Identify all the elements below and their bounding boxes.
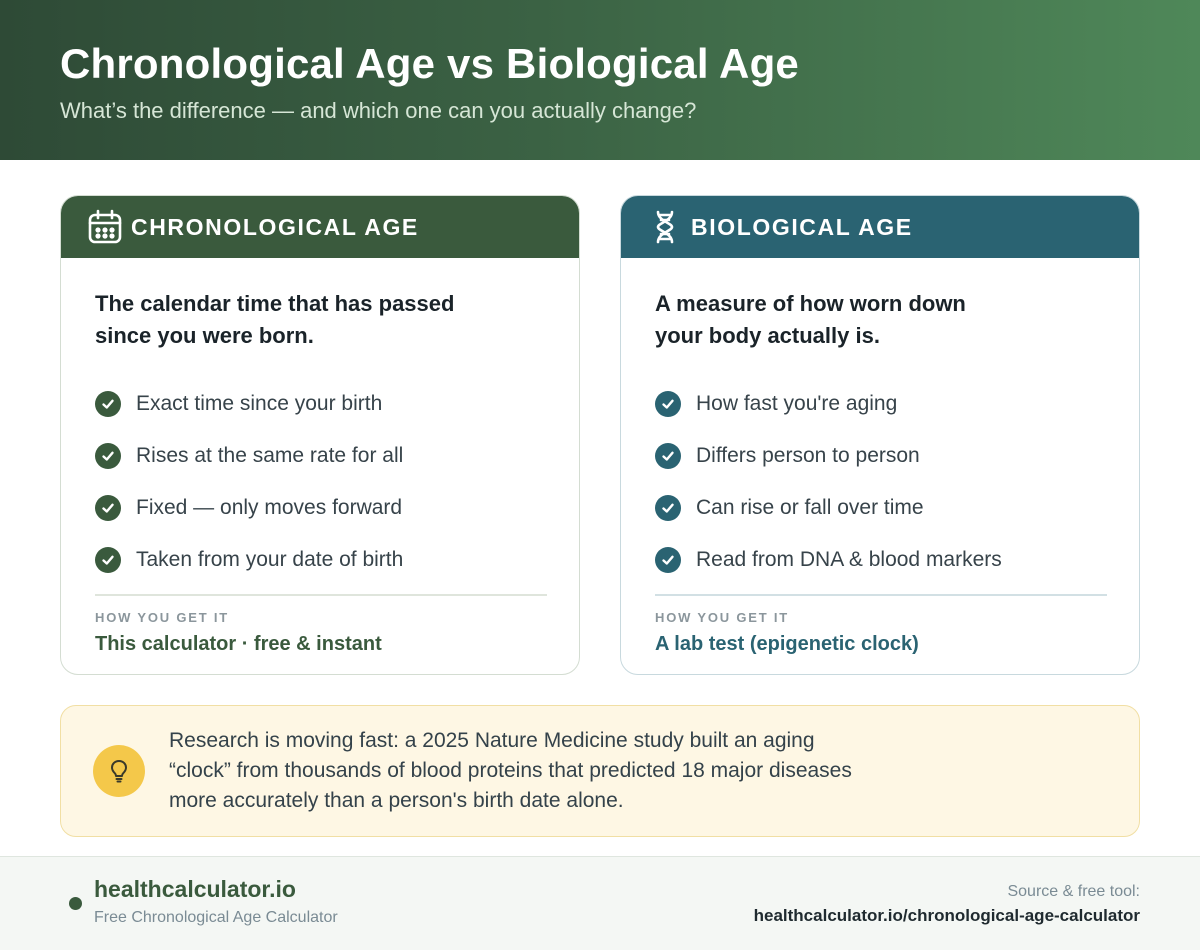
divider xyxy=(655,594,1107,596)
list-item xyxy=(655,430,1105,482)
note-text: Research is moving fast: a 2025 Nature Medicine study built an aging “clock” from thousands of blood proteins that predicted 18 major diseases more accurately than a person's birth date alone. xyxy=(169,729,852,812)
list-item-label: Fixed — only moves forward xyxy=(136,496,403,519)
check-icon xyxy=(655,443,681,469)
biological-age-card xyxy=(620,195,1140,675)
how-you-get-it-label: HOW YOU GET IT xyxy=(95,609,230,625)
brand-tagline: Free Chronological Age Calculator xyxy=(94,909,338,926)
chronological-age-card xyxy=(60,195,580,675)
list-item-label: How fast you're aging xyxy=(696,392,898,415)
check-icon xyxy=(655,391,681,417)
lightbulb-icon xyxy=(93,745,145,797)
list-item-label: Exact time since your birth xyxy=(136,392,383,415)
check-icon xyxy=(95,391,121,417)
dna-icon xyxy=(645,207,685,247)
check-icon xyxy=(95,547,121,573)
check-icon xyxy=(655,547,681,573)
list-item xyxy=(655,378,1105,430)
footer xyxy=(0,856,1200,950)
card-lead-text: A measure of how worn down your body actually is. xyxy=(655,291,966,348)
card-title: CHRONOLOGICAL AGE xyxy=(131,213,419,240)
check-icon xyxy=(655,495,681,521)
list-item-label: Can rise or fall over time xyxy=(696,496,924,519)
list-item-label: Differs person to person xyxy=(696,444,920,467)
check-icon xyxy=(95,443,121,469)
list-item xyxy=(95,430,545,482)
list-item-label: Read from DNA & blood markers xyxy=(696,548,1002,571)
list-item xyxy=(655,482,1105,534)
how-you-get-it-label: HOW YOU GET IT xyxy=(655,609,790,625)
list-item-label: Rises at the same rate for all xyxy=(136,444,404,467)
card-header xyxy=(61,196,579,258)
list-item xyxy=(655,534,1105,586)
source-label: Source & free tool: xyxy=(1007,883,1140,900)
feature-list xyxy=(95,378,545,586)
brand-dot-icon xyxy=(69,897,82,910)
page-subtitle: What’s the difference — and which one can you actually change? xyxy=(60,98,697,123)
list-item xyxy=(95,534,545,586)
research-note xyxy=(60,705,1140,837)
divider xyxy=(95,594,547,596)
list-item-label: Taken from your date of birth xyxy=(136,548,404,571)
how-you-get-it-value: A lab test (epigenetic clock) xyxy=(655,632,919,655)
list-item xyxy=(95,482,545,534)
check-icon xyxy=(95,495,121,521)
card-lead-text: The calendar time that has passed since you were born. xyxy=(95,291,455,348)
list-item xyxy=(95,378,545,430)
calendar-icon xyxy=(85,207,125,247)
brand-name[interactable]: healthcalculator.io xyxy=(94,876,296,902)
header-banner xyxy=(0,0,1200,160)
how-you-get-it-value: This calculator · free & instant xyxy=(95,632,382,655)
card-header xyxy=(621,196,1139,258)
card-title: BIOLOGICAL AGE xyxy=(691,213,913,240)
page-title: Chronological Age vs Biological Age xyxy=(60,40,799,87)
feature-list xyxy=(655,378,1105,586)
source-link[interactable]: healthcalculator.io/chronological-age-calculator xyxy=(753,906,1140,925)
